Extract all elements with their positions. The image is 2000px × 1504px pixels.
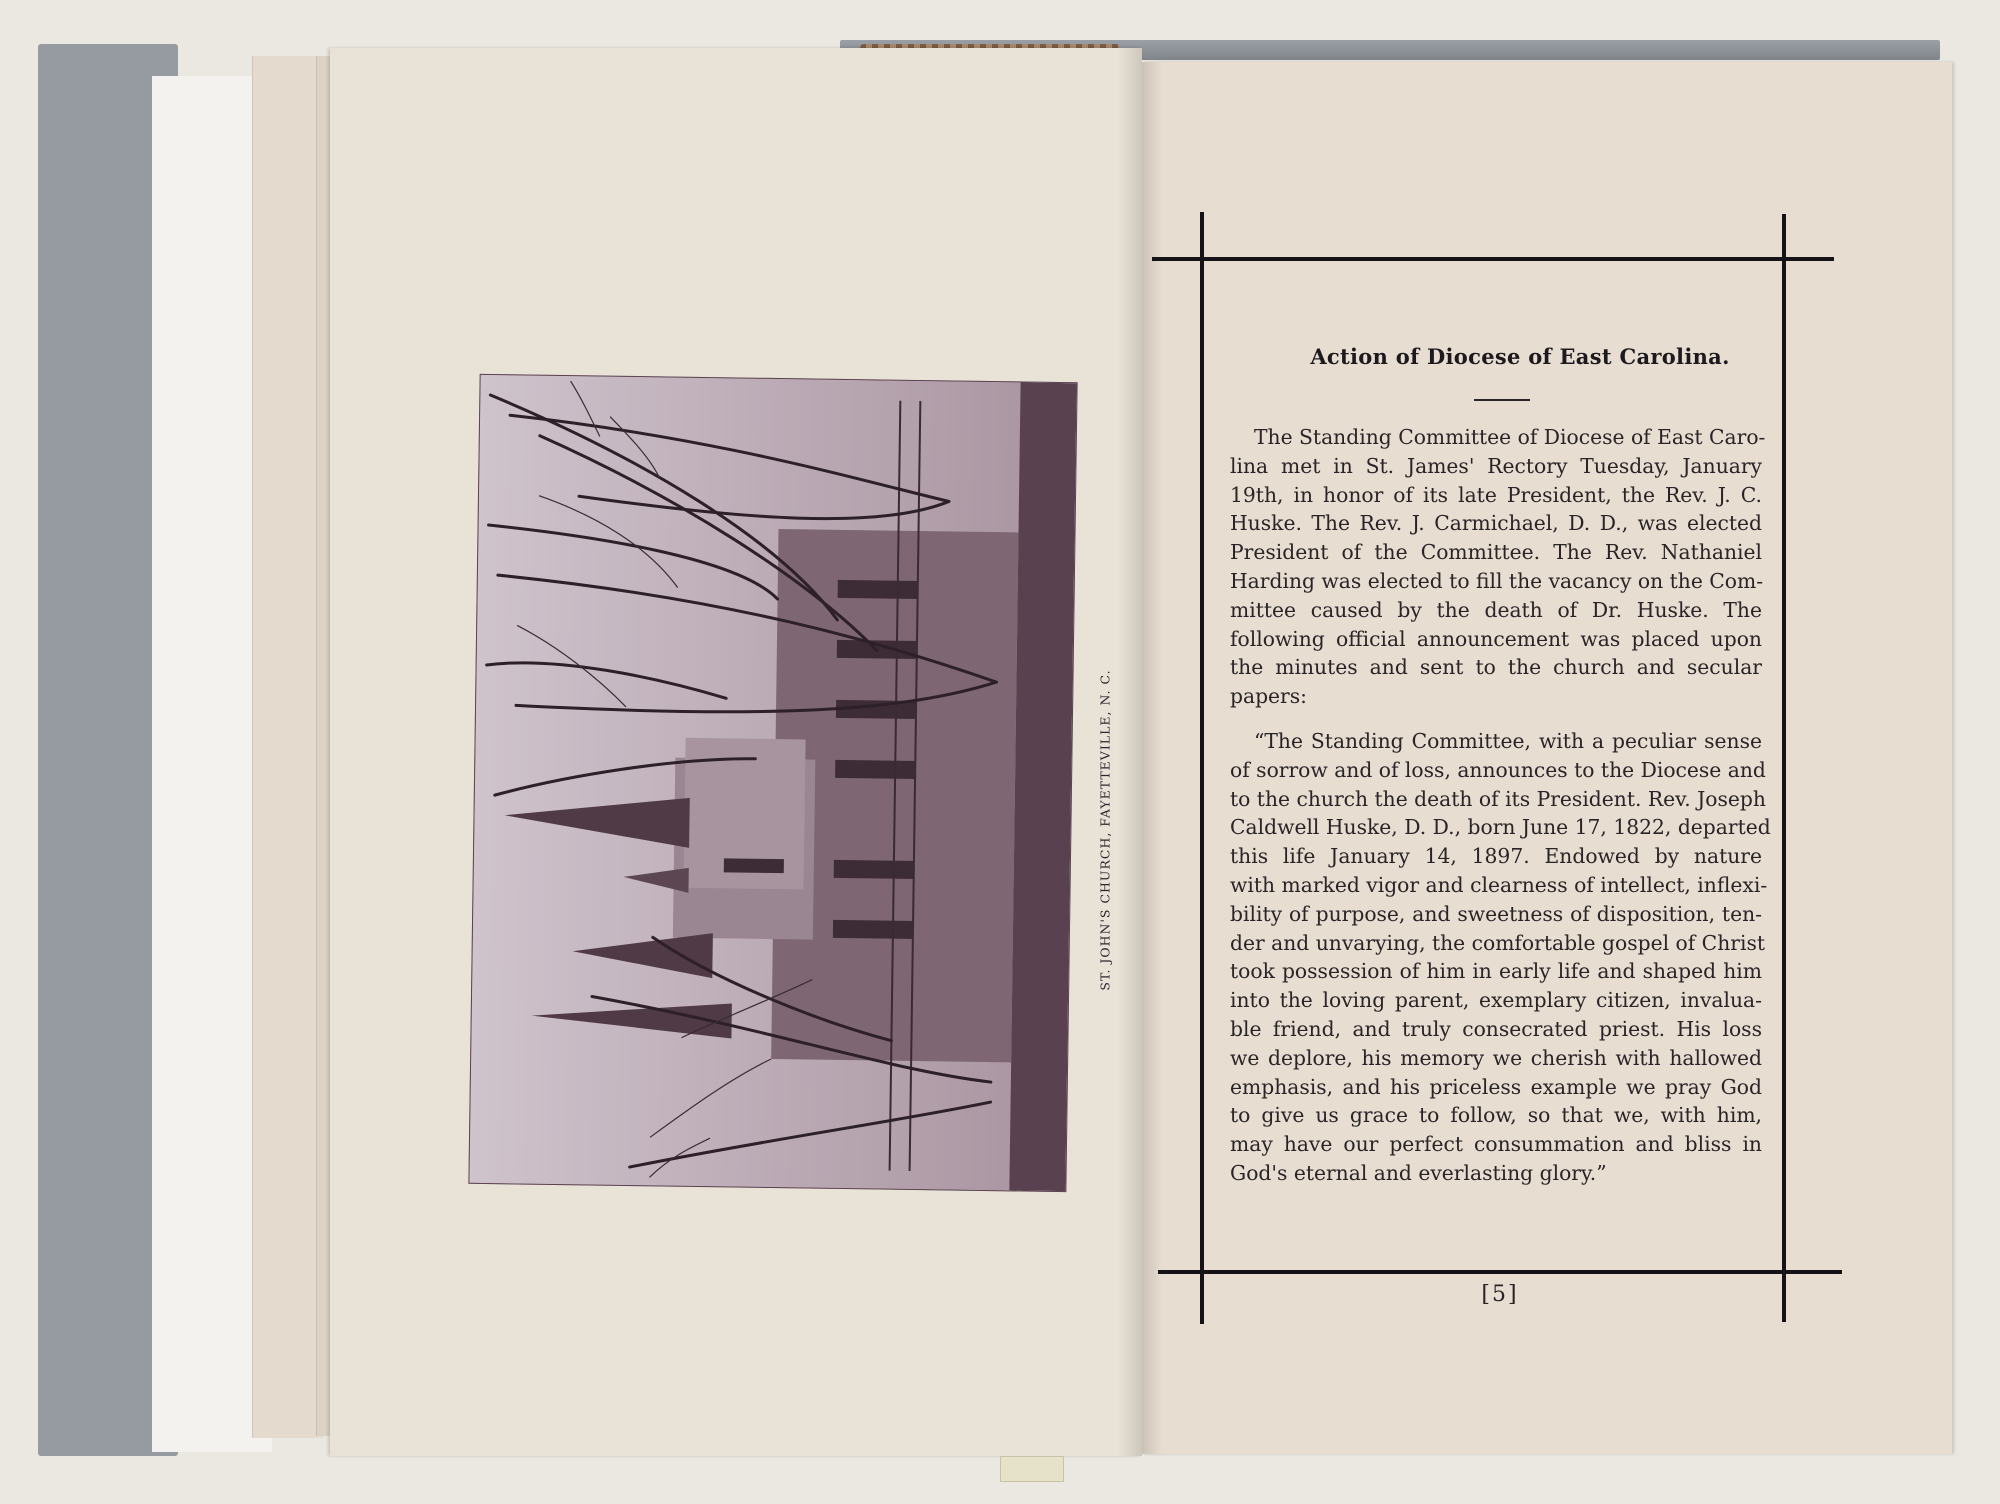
text-line: der and unvarying, the comfortable gospel of Christ	[1230, 930, 1765, 955]
underlying-sheet-tan	[252, 56, 323, 1438]
text-line: following official announcement was placed upon	[1230, 626, 1762, 651]
text-line: Caldwell Huske, D. D., born June 17, 1822, departed	[1230, 815, 1771, 840]
text-line: God's eternal and everlasting glory.”	[1230, 1160, 1607, 1185]
frame-top-rule	[1152, 257, 1834, 261]
text-line: to the church the death of its President. Rev. Joseph	[1230, 786, 1766, 811]
text-line: Harding was elected to fill the vacancy on the Com-	[1230, 568, 1764, 593]
text-line: took possession of him in early life and shaped him	[1230, 959, 1762, 984]
church-photograph	[468, 374, 1077, 1192]
text-line: 19th, in honor of its late President, the Rev. J. C.	[1230, 482, 1762, 507]
left-page-gutter-shadow	[1118, 48, 1142, 1456]
text-line: this life January 14, 1897. Endowed by nature	[1230, 844, 1762, 869]
text-line: to give us grace to follow, so that we, with him,	[1230, 1103, 1762, 1128]
text-line: ble friend, and truly consecrated priest. His loss	[1230, 1016, 1762, 1041]
text-line: of sorrow and of loss, announces to the Diocese and	[1230, 757, 1766, 782]
text-line: lina met in St. James' Rectory Tuesday, January	[1230, 453, 1762, 478]
text-line: may have our perfect consummation and bliss in	[1230, 1132, 1762, 1157]
text-line: President of the Committee. The Rev. Nathaniel	[1230, 540, 1762, 565]
bookmark-ribbon[interactable]	[1000, 1456, 1064, 1482]
frame-left-rule	[1200, 212, 1204, 1324]
page-title: Action of Diocese of East Carolina.	[1310, 344, 1730, 369]
frame-right-rule	[1782, 214, 1786, 1322]
text-line: mittee caused by the death of Dr. Huske. The	[1230, 597, 1762, 622]
text-line: bility of purpose, and sweetness of disposition, ten-	[1230, 901, 1762, 926]
paragraph-official-announcement	[1230, 727, 1771, 1188]
frame-bottom-rule	[1158, 1270, 1842, 1274]
photo-caption	[1090, 610, 1120, 1050]
text-line: into the loving parent, exemplary citizen, invalua-	[1230, 988, 1762, 1013]
title-underline	[1474, 399, 1530, 401]
text-line: Huske. The Rev. J. Carmichael, D. D., was elected	[1230, 511, 1762, 536]
text-line: The Standing Committee of Diocese of East Caro-	[1254, 425, 1766, 449]
text-line: emphasis, and his priceless example we pray God	[1230, 1074, 1762, 1099]
text-line: “The Standing Committee, with a peculiar sense	[1254, 729, 1762, 753]
text-line: with marked vigor and clearness of intellect, inflexi-	[1230, 872, 1768, 897]
paragraph-committee-meeting	[1230, 423, 1766, 711]
photo-caption-text: ST. JOHN'S CHURCH, FAYETTEVILLE, N. C.	[1097, 669, 1113, 991]
text-line: we deplore, his memory we cherish with hallowed	[1230, 1045, 1762, 1070]
church-photograph-illustration	[469, 375, 1076, 1191]
text-line: papers:	[1230, 684, 1307, 709]
text-line: the minutes and sent to the church and secular	[1230, 655, 1762, 680]
right-page-gutter-shadow	[1142, 62, 1162, 1454]
page-number: [5]	[1481, 1282, 1519, 1307]
